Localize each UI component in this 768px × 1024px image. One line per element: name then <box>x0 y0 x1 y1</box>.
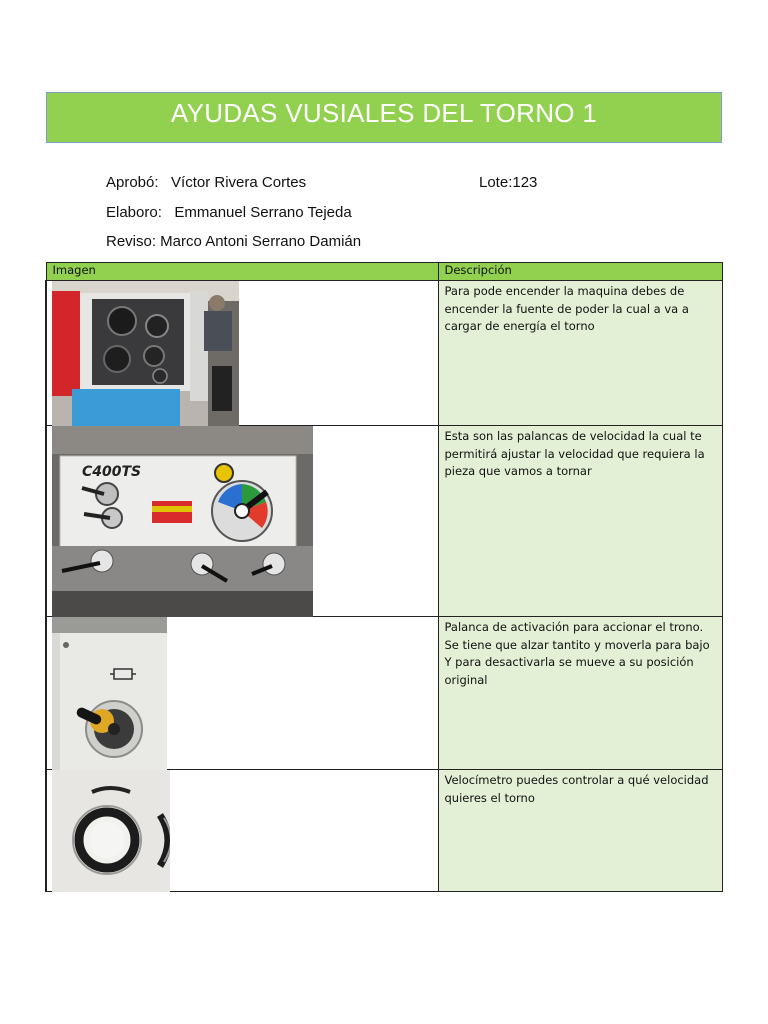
header-description: Descripción <box>438 263 722 281</box>
title-banner <box>46 92 722 143</box>
reviewed-by: Reviso: Marco Antoni Serrano Damián <box>106 233 362 250</box>
image-cell <box>46 281 438 426</box>
description-cell: Esta son las palancas de velocidad la cual te permitirá ajustar la velocidad que requiera la pieza que vamos a tornar <box>438 426 722 617</box>
page-title: AYUDAS VUSIALES DEL TORNO 1 <box>170 98 598 128</box>
speed-levers-photo <box>52 426 313 617</box>
table-header-row <box>46 263 722 281</box>
header-image: Imagen <box>46 263 438 281</box>
table-row <box>46 617 722 770</box>
prepared-by: Elaboro: Emmanuel Serrano Tejeda <box>106 204 352 221</box>
visual-aids-table <box>45 262 723 892</box>
speed-dial-photo <box>52 770 170 892</box>
power-source-photo <box>52 281 239 426</box>
image-cell <box>46 617 438 770</box>
image-cell <box>46 770 438 892</box>
table-row <box>46 770 722 892</box>
description-cell: Velocímetro puedes controlar a qué velocidad quieres el torno <box>438 770 722 892</box>
table-row <box>46 281 722 426</box>
panel-label: C400TS <box>82 464 142 480</box>
image-cell <box>46 426 438 617</box>
lot-number: Lote:123 <box>479 174 538 191</box>
activation-lever-photo <box>52 617 167 770</box>
table-row <box>46 426 722 617</box>
description-cell: Para pode encender la maquina debes de encender la fuente de poder la cual a va a cargar de energía el torno <box>438 281 722 426</box>
approved-by: Aprobó: Víctor Rivera Cortes <box>106 174 307 191</box>
description-cell: Palanca de activación para accionar el trono. Se tiene que alzar tantito y moverla para bajo Y para desactivarla se mueve a su posición original <box>438 617 722 770</box>
